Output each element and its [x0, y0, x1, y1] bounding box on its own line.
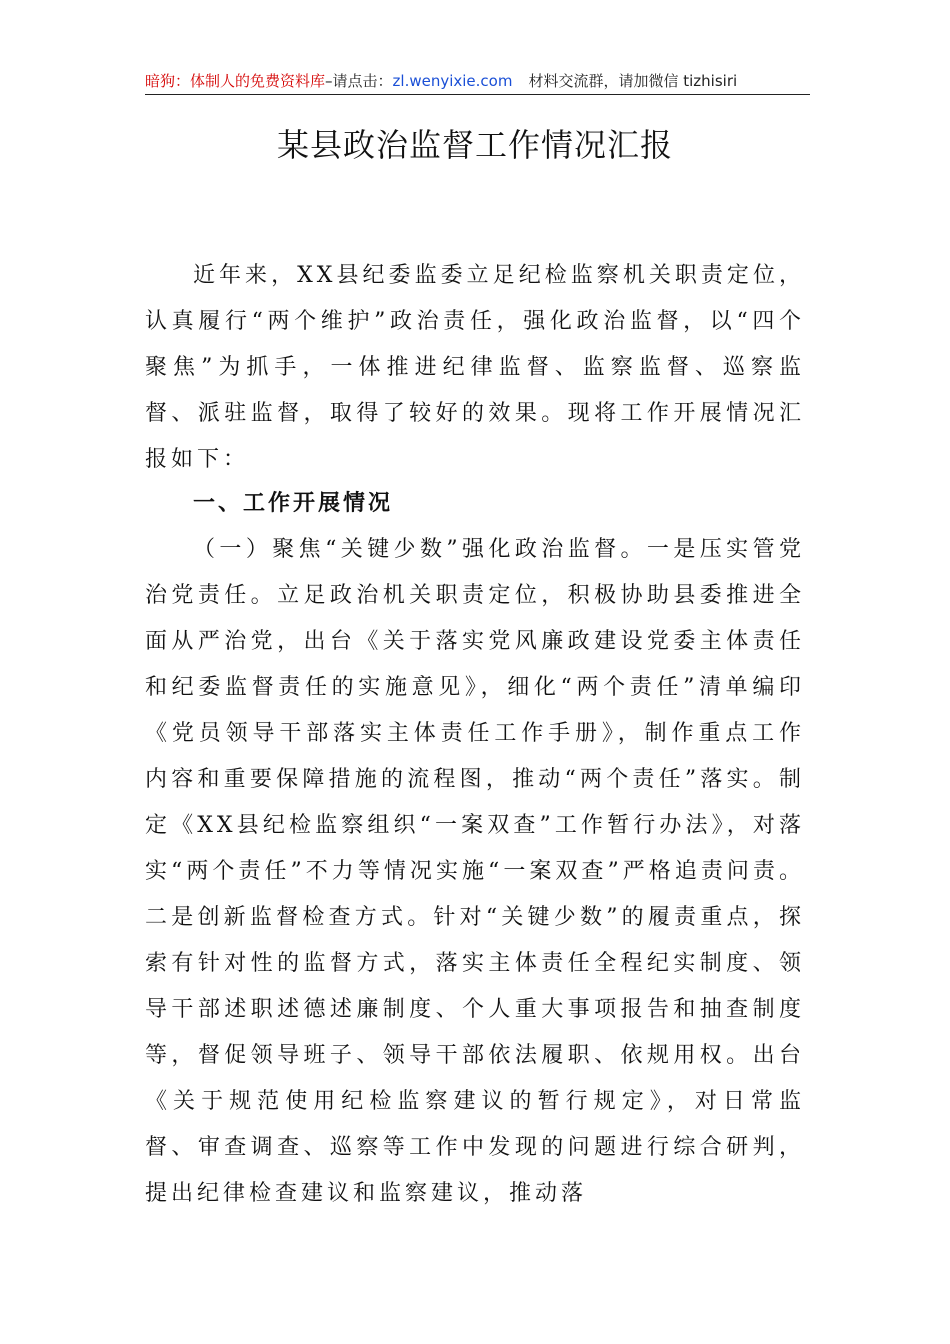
header-brand: 暗狗：体制人的免费资料库 [145, 72, 326, 90]
section-heading: 一、工作开展情况 [193, 491, 394, 516]
page-header [145, 68, 810, 95]
intro-paragraph: 近年来，XX县纪委监委立足纪检监察机关职责定位，认真履行“两个维护”政治责任，强化政治监督，以“四个聚焦”为抓手，一体推进纪律监督、监察监督、巡察监督、派驻监督，取得了较好的效果。现将工作开展情况汇报如下： [145, 263, 805, 472]
header-url-link[interactable]: zl.wenyixie.com [392, 72, 513, 90]
section-paragraph: （一）聚焦“关键少数”强化政治监督。一是压实管党治党责任。立足政治机关职责定位，积极协助县委推进全面从严治党，出台《关于落实党风廉政建设党委主体责任和纪委监督责任的实施意见》，细化“两个责任”清单编印《党员领导干部落实主体责任工作手册》，制作重点工作内容和重要保障措施的流程图，推动“两个责任”落实。制定《XX县纪检监察组织“一案双查”工作暂行办法》，对落实“两个责任”不力等情况实施“一案双查”严格追责问责。二是创新监督检查方式。针对“关键少数”的履责重点，探索有针对性的监督方式，落实主体责任全程纪实制度、领导干部述职述德述廉制度、个人重大事项报告和抽查制度等，督促领导班子、领导干部依法履职、依规用权。出台《关于规范使用纪检监察建议的暂行规定》，对日常监督、审查调查、巡察等工作中发现的问题进行综合研判，提出纪律检查建议和监察建议，推动落 [145, 537, 805, 1206]
header-contact: 材料交流群，请加微信 tizhisiri [528, 72, 738, 90]
header-click-prompt: –请点击： [325, 72, 393, 90]
document-title: 某县政治监督工作情况汇报 [276, 126, 673, 164]
